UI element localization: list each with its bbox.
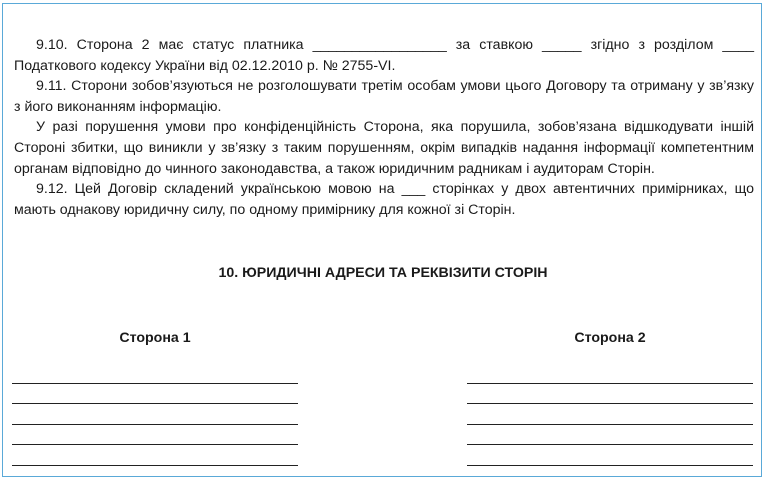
party-2-line: [467, 384, 753, 405]
party-1-line: [12, 384, 298, 405]
section-title: 10. ЮРИДИЧНІ АДРЕСИ ТА РЕКВІЗИТИ СТОРІН: [218, 265, 548, 281]
party-2-line: [467, 425, 753, 446]
clause-9-10: 9.10. Сторона 2 має статус платника _________________ за ставкою _____ згідно з розділом ____ Податкового кодексу України від 02.12.2010 р. № 2755-VI.: [14, 37, 754, 74]
clause-9-11: 9.11. Сторони зобов’язуються не розголошувати третім особам умови цього Договору та отриману у зв’язку з його виконанням інформацію.: [14, 78, 754, 115]
party-1-line: [12, 445, 298, 466]
clause-9-12: 9.12. Цей Договір складений українською мовою на ___ сторінках у двох автентичних примірниках, що мають однакову юридичну силу, по одному примірнику для кожної зі Сторін.: [14, 181, 754, 218]
party-1-block: [12, 328, 298, 466]
party-2-line: [467, 363, 753, 384]
clause-9-11-breach: У разі порушення умови про конфіденційність Сторона, яка порушила, зобов’язана відшкодувати іншій Стороні збитки, що виникли у зв’язку з таким порушенням, окрім випадків надання інформації компетентним органам відповідно до чинного законодавства, а також юридичним радникам і аудиторам Сторін.: [14, 119, 754, 177]
party-1-label: Сторона 1: [119, 330, 191, 346]
party-2-line: [467, 445, 753, 466]
party-1-line: [12, 363, 298, 384]
contract-text: [14, 35, 754, 220]
party-2-line: [467, 404, 753, 425]
party-1-line: [12, 404, 298, 425]
party-2-block: [467, 328, 753, 466]
party-2-label: Сторона 2: [574, 330, 646, 346]
party-1-line: [12, 425, 298, 446]
document-frame: [2, 3, 762, 477]
